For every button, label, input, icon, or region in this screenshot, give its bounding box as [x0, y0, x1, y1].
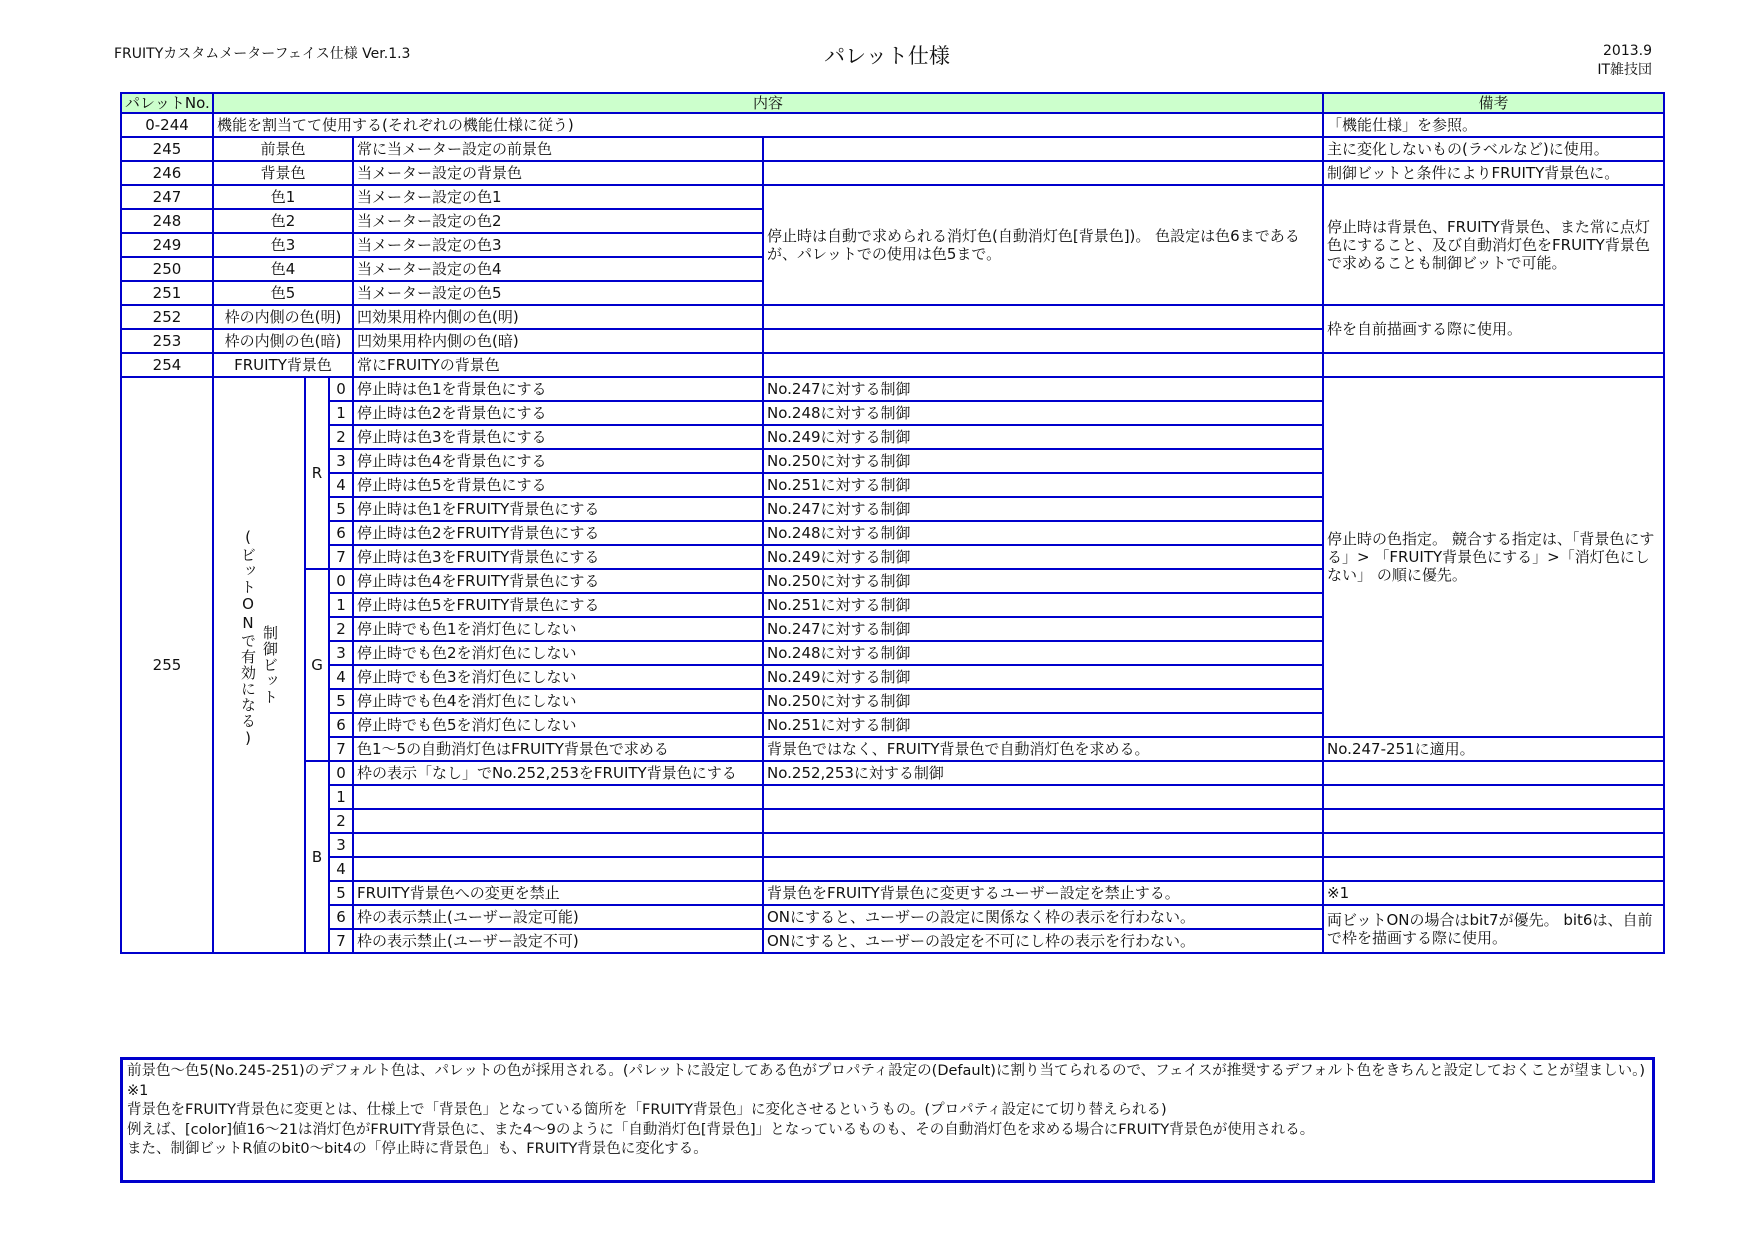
bit-number: 2 [329, 425, 353, 449]
bit-number: 4 [329, 857, 353, 881]
color-name: 色1 [213, 185, 353, 209]
page-title: パレット仕様 [824, 44, 950, 68]
palette-no: 254 [121, 353, 213, 377]
bit-description: 停止時は色1を背景色にする [353, 377, 763, 401]
bit-number: 3 [329, 449, 353, 473]
table-header-row [121, 93, 1664, 113]
color-description: 当メーター設定の色4 [353, 257, 763, 281]
control-bit-sub-label: (ビットONで有効になる) [239, 527, 257, 748]
table-row [121, 137, 1664, 161]
row-content: 機能を割当てて使用する(それぞれの機能仕様に従う) [213, 113, 1323, 137]
palette-no: 253 [121, 329, 213, 353]
row-remarks [1323, 785, 1664, 809]
bit-description [353, 785, 763, 809]
bit-note: No.247に対する制御 [763, 497, 1323, 521]
bit-note: No.251に対する制御 [763, 713, 1323, 737]
control-bit-main-label: 制御ビット [261, 625, 279, 705]
color-description: 凹効果用枠内側の色(暗) [353, 329, 763, 353]
color-description: 常に当メーター設定の前景色 [353, 137, 763, 161]
channel-b: B [305, 761, 329, 953]
stop-color-remarks: 停止時の色指定。 競合する指定は、「背景色にする」> 「FRUITY背景色にする」>「消灯色にしない」 の順に優先。 [1323, 377, 1664, 737]
note-line: また、制御ビットR値のbit0～bit4の「停止時に背景色」も、FRUITY背景色に変化する。 [127, 1141, 708, 1157]
bit-note [763, 833, 1323, 857]
control-bit-row [121, 377, 1664, 401]
color-description: 当メーター設定の色3 [353, 233, 763, 257]
palette-no: 0-244 [121, 113, 213, 137]
color-name: 色4 [213, 257, 353, 281]
bit-note: No.250に対する制御 [763, 569, 1323, 593]
bit-number: 1 [329, 785, 353, 809]
table-row [121, 353, 1664, 377]
control-bit-row [121, 905, 1664, 929]
channel-r: R [305, 377, 329, 569]
color-description: 常にFRUITYの背景色 [353, 353, 763, 377]
bit-note: No.249に対する制御 [763, 545, 1323, 569]
control-bit-row [121, 881, 1664, 905]
table-row [121, 161, 1664, 185]
palette-no: 245 [121, 137, 213, 161]
bit-number: 2 [329, 809, 353, 833]
bit-description: 停止時は色2を背景色にする [353, 401, 763, 425]
bit-description: FRUITY背景色への変更を禁止 [353, 881, 763, 905]
bit-number: 6 [329, 521, 353, 545]
detail-note [763, 305, 1323, 329]
header-content: 内容 [213, 93, 1323, 113]
color-name: 前景色 [213, 137, 353, 161]
note-line: 前景色～色5(No.245-251)のデフォルト色は、パレットの色が採用される。(パレットに設定してある色がプロパティ設定の(Default)に割り当てられるので、フェイスが推奨するデフォルト色をきちんと設定しておくことが望ましい。) [127, 1063, 1645, 1079]
bit-note [763, 809, 1323, 833]
bit-note: ONにすると、ユーザーの設定を不可にし枠の表示を行わない。 [763, 929, 1323, 953]
control-bit-row [121, 785, 1664, 809]
doc-author: IT雑技団 [1597, 62, 1652, 78]
color-name: FRUITY背景色 [213, 353, 353, 377]
bit-note [763, 785, 1323, 809]
bit-number: 3 [329, 833, 353, 857]
bit-description: 停止時でも色4を消灯色にしない [353, 689, 763, 713]
bit-note: 背景色ではなく、FRUITY背景色で自動消灯色を求める。 [763, 737, 1323, 761]
bit-description: 停止時は色2をFRUITY背景色にする [353, 521, 763, 545]
bit-description [353, 857, 763, 881]
color-description: 凹効果用枠内側の色(明) [353, 305, 763, 329]
colors-remarks: 停止時は背景色、FRUITY背景色、また常に点灯色にすること、及び自動消灯色をFRUITY背景色で求めることも制御ビットで可能。 [1323, 185, 1664, 305]
table-row [121, 305, 1664, 329]
bit-description: 枠の表示「なし」でNo.252,253をFRUITY背景色にする [353, 761, 763, 785]
bit-note: No.250に対する制御 [763, 689, 1323, 713]
bit-number: 5 [329, 881, 353, 905]
control-bit-row [121, 737, 1664, 761]
row-remarks: 主に変化しないもの(ラベルなど)に使用。 [1323, 137, 1664, 161]
bit-description: 停止時は色4をFRUITY背景色にする [353, 569, 763, 593]
color-name: 枠の内側の色(明) [213, 305, 353, 329]
color-name: 色2 [213, 209, 353, 233]
bit-description [353, 809, 763, 833]
g7-remarks: No.247-251に適用。 [1323, 737, 1664, 761]
row-remarks [1323, 761, 1664, 785]
bit-description: 枠の表示禁止(ユーザー設定不可) [353, 929, 763, 953]
bit-note: No.247に対する制御 [763, 377, 1323, 401]
bit-description: 停止時でも色1を消灯色にしない [353, 617, 763, 641]
detail-note [763, 353, 1323, 377]
bit-description: 停止時は色5をFRUITY背景色にする [353, 593, 763, 617]
bit-note: 背景色をFRUITY背景色に変更するユーザー設定を禁止する。 [763, 881, 1323, 905]
palette-no: 255 [121, 377, 213, 953]
bit-number: 5 [329, 497, 353, 521]
palette-no: 248 [121, 209, 213, 233]
bit-description: 色1～5の自動消灯色はFRUITY背景色で求める [353, 737, 763, 761]
color-name: 背景色 [213, 161, 353, 185]
channel-g: G [305, 569, 329, 761]
document-name: FRUITYカスタムメーターフェイス仕様 Ver.1.3 [114, 46, 411, 62]
palette-no: 250 [121, 257, 213, 281]
control-bit-row [121, 761, 1664, 785]
table-row [121, 113, 1664, 137]
palette-no: 249 [121, 233, 213, 257]
color-description: 当メーター設定の色1 [353, 185, 763, 209]
bit-number: 1 [329, 401, 353, 425]
b67-remarks: 両ビットONの場合はbit7が優先。 bit6は、自前で枠を描画する際に使用。 [1323, 905, 1664, 953]
note-line: ※1 [127, 1082, 149, 1099]
control-bit-row [121, 809, 1664, 833]
header-remarks: 備考 [1323, 93, 1664, 113]
bit-description: 停止時は色5を背景色にする [353, 473, 763, 497]
color-description: 当メーター設定の背景色 [353, 161, 763, 185]
bit-number: 7 [329, 545, 353, 569]
detail-note [763, 329, 1323, 353]
header-palette-no: パレットNo. [121, 93, 213, 113]
b5-remarks: ※1 [1323, 881, 1664, 905]
bit-description: 枠の表示禁止(ユーザー設定可能) [353, 905, 763, 929]
bit-number: 0 [329, 377, 353, 401]
row-remarks [1323, 857, 1664, 881]
note-line: 背景色をFRUITY背景色に変更とは、仕様上で「背景色」となっている箇所を「FRUITY背景色」に変化させるというもの。(プロパティ設定にて切り替えられる) [127, 1102, 1167, 1118]
bit-number: 3 [329, 641, 353, 665]
doc-meta [1597, 42, 1652, 80]
bit-number: 0 [329, 569, 353, 593]
bit-note: No.247に対する制御 [763, 617, 1323, 641]
palette-no: 247 [121, 185, 213, 209]
control-bit-row [121, 857, 1664, 881]
table-row [121, 185, 1664, 209]
bit-description: 停止時でも色5を消灯色にしない [353, 713, 763, 737]
palette-spec-table [120, 92, 1665, 954]
detail-note [763, 161, 1323, 185]
row-remarks: 「機能仕様」を参照。 [1323, 113, 1664, 137]
bit-number: 1 [329, 593, 353, 617]
row-remarks [1323, 809, 1664, 833]
page-title-wrap [0, 40, 1754, 70]
color-name: 枠の内側の色(暗) [213, 329, 353, 353]
color-name: 色5 [213, 281, 353, 305]
bit-note: No.251に対する制御 [763, 473, 1323, 497]
bit-note: No.250に対する制御 [763, 449, 1323, 473]
palette-no: 251 [121, 281, 213, 305]
bit-description: 停止時は色3をFRUITY背景色にする [353, 545, 763, 569]
control-bit-label-wrap [217, 378, 301, 952]
bit-number: 4 [329, 665, 353, 689]
bit-note: No.251に対する制御 [763, 593, 1323, 617]
detail-note [763, 137, 1323, 161]
bit-note: No.252,253に対する制御 [763, 761, 1323, 785]
bit-number: 4 [329, 473, 353, 497]
row-remarks [1323, 833, 1664, 857]
bit-number: 6 [329, 905, 353, 929]
table-body [121, 113, 1664, 953]
bit-number: 2 [329, 617, 353, 641]
bit-number: 6 [329, 713, 353, 737]
palette-no: 246 [121, 161, 213, 185]
bit-note [763, 857, 1323, 881]
control-bit-label [213, 377, 305, 953]
bit-note: No.248に対する制御 [763, 641, 1323, 665]
bit-note: No.249に対する制御 [763, 425, 1323, 449]
palette-no: 252 [121, 305, 213, 329]
frame-remarks: 枠を自前描画する際に使用。 [1323, 305, 1664, 353]
bit-number: 7 [329, 737, 353, 761]
bit-description: 停止時は色4を背景色にする [353, 449, 763, 473]
colors-note: 停止時は自動で求められる消灯色(自動消灯色[背景色])。 色設定は色6まであるが、パレットでの使用は色5まで。 [763, 185, 1323, 305]
bit-description: 停止時でも色2を消灯色にしない [353, 641, 763, 665]
bit-description: 停止時は色1をFRUITY背景色にする [353, 497, 763, 521]
bit-description: 停止時でも色3を消灯色にしない [353, 665, 763, 689]
color-description: 当メーター設定の色5 [353, 281, 763, 305]
row-remarks [1323, 353, 1664, 377]
bit-number: 0 [329, 761, 353, 785]
note-line: 例えば、[color]値16～21は消灯色がFRUITY背景色に、また4～9のように「自動消灯色[背景色]」となっているものも、その自動消灯色を求める場合にFRUITY背景色が使用される。 [127, 1121, 1315, 1138]
bit-number: 7 [329, 929, 353, 953]
row-remarks: 制御ビットと条件によりFRUITY背景色に。 [1323, 161, 1664, 185]
bit-note: No.248に対する制御 [763, 401, 1323, 425]
bit-description: 停止時は色3を背景色にする [353, 425, 763, 449]
notes-box [120, 1057, 1655, 1183]
bit-note: No.248に対する制御 [763, 521, 1323, 545]
bit-number: 5 [329, 689, 353, 713]
bit-note: ONにすると、ユーザーの設定に関係なく枠の表示を行わない。 [763, 905, 1323, 929]
doc-date: 2013.9 [1603, 43, 1652, 59]
bit-description [353, 833, 763, 857]
control-bit-row [121, 833, 1664, 857]
bit-note: No.249に対する制御 [763, 665, 1323, 689]
color-description: 当メーター設定の色2 [353, 209, 763, 233]
color-name: 色3 [213, 233, 353, 257]
